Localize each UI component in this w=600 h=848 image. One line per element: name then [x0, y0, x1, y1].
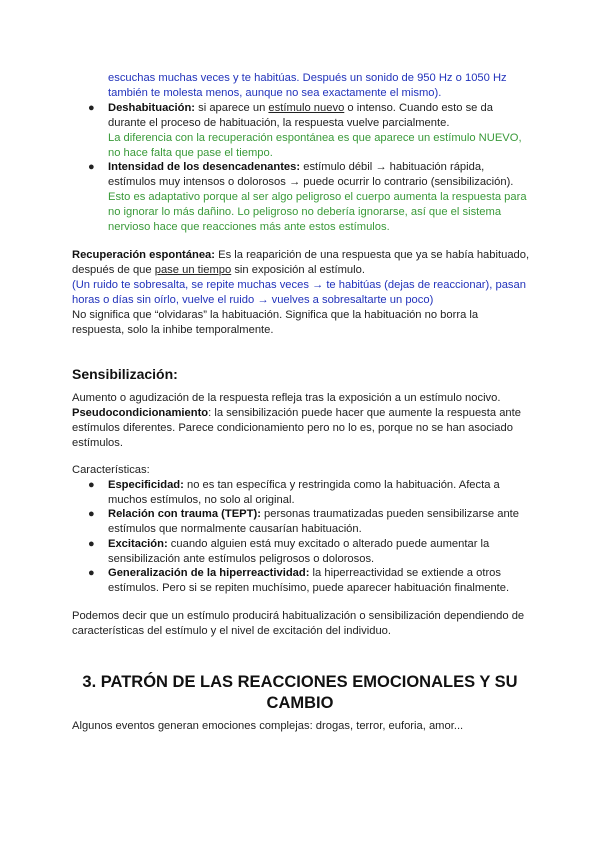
deshab-note-1: La diferencia con la recuperación espontánea es que aparece un estímulo NUEVO,: [108, 132, 522, 144]
section-3-title-line-2: CAMBIO: [266, 694, 334, 712]
bullet-icon: ●: [88, 479, 95, 491]
bullet-icon: ●: [88, 508, 95, 520]
item-generalizacion-line-1: [108, 566, 501, 581]
item-excitacion-line-2: sensibilización ante estímulos peligrosos o dolorosos.: [108, 553, 375, 565]
recuperacion-term: Recuperación espontánea:: [72, 249, 215, 261]
recuperacion-example-1: (Un ruido te sobresalta, se repite muchas veces → te habitúas (dejas de reaccionar), pasan: [72, 279, 526, 291]
section-3-title-line-1: 3. PATRÓN DE LAS REACCIONES EMOCIONALES Y SU: [82, 673, 518, 691]
pseudo-line-3: estímulos.: [72, 437, 123, 449]
hab-example-line-1: escuchas muchas veces y te habitúas. Después un sonido de 950 Hz o 1050 Hz: [108, 72, 507, 84]
item-term: Especificidad:: [108, 479, 184, 491]
hab-example-line-2: también te molesta menos, aunque no sea exactamente el mismo).: [108, 87, 442, 99]
intensidad-note-1: Esto es adaptativo porque al ser algo peligroso el cuerpo aumenta la respuesta para: [108, 191, 527, 203]
intensidad-line-2: estímulos muy intensos o dolorosos → puede ocurrir lo contrario (sensibilización).: [108, 176, 514, 188]
deshab-text-b: o intenso. Cuando esto se da: [344, 102, 493, 114]
item-text: la hiperreactividad se extiende a otros: [309, 567, 501, 579]
recuperacion-example-2: horas o días sin oírlo, vuelve el ruido → vuelves a sobresaltarte un poco): [72, 294, 434, 306]
sens-definition: Aumento o agudización de la respuesta refleja tras la exposición a un estímulo nocivo.: [72, 392, 501, 404]
deshab-underlined: estímulo nuevo: [268, 102, 345, 114]
bullet-icon: ●: [88, 161, 95, 173]
intensidad-term: Intensidad de los desencadenantes:: [108, 161, 301, 173]
item-trauma-line-1: [108, 507, 519, 522]
item-term: Excitación:: [108, 538, 168, 550]
item-especificidad-line-2: muchos estímulos, no solo al original.: [108, 494, 295, 506]
recuperacion-note-1: No significa que “olvidaras” la habituación. Significa que la habituación no borra la: [72, 309, 479, 321]
pseudo-line-2: estímulos diferentes. Parece condicionamiento pero no lo es, porque no se han asociado: [72, 422, 513, 434]
bullet-icon: ●: [88, 102, 95, 114]
recuperacion-line-2: [72, 263, 365, 278]
item-term: Relación con trauma (TEPT):: [108, 508, 261, 520]
intensidad-text: estímulo débil → habituación rápida,: [300, 161, 485, 173]
item-text: personas traumatizadas pueden sensibilizarse ante: [260, 508, 520, 520]
recuperacion-underlined: pase un tiempo: [154, 264, 232, 276]
pseudo-term: Pseudocondicionamiento: [72, 407, 209, 419]
item-trauma-line-2: estímulos que normalmente causarían habituación.: [108, 523, 362, 535]
recuperacion-text-b: sin exposición al estímulo.: [231, 264, 365, 276]
bullet-icon: ●: [88, 538, 95, 550]
recuperacion-text: Es la reaparición de una respuesta que ya se había habituado,: [215, 249, 530, 261]
caracteristicas-label: Características:: [72, 464, 150, 476]
pseudo-text: : la sensibilización puede hacer que aumente la respuesta ante: [208, 407, 521, 419]
item-generalizacion-line-2: estímulos. Pero si se repiten muchísimo, puede aparecer habituación finalmente.: [108, 582, 510, 594]
recuperacion-note-2: respuesta, solo la inhibe temporalmente.: [72, 324, 274, 336]
deshab-term: Deshabituación:: [108, 102, 196, 114]
item-term: Generalización de la hiperreactividad:: [108, 567, 310, 579]
deshab-line-1: [108, 101, 493, 116]
recuperacion-text-a: después de que: [72, 264, 155, 276]
conclusion-line-2: características del estímulo y el nivel de excitación del individuo.: [72, 625, 392, 637]
deshab-line-2: durante el proceso de habituación, la respuesta vuelve parcialmente.: [108, 117, 450, 129]
sensibilizacion-heading: Sensibilización:: [72, 366, 178, 382]
intensidad-line-1: [108, 160, 484, 175]
item-text: cuando alguien está muy excitado o alterado puede aumentar la: [167, 538, 490, 550]
intensidad-note-2: no ignorar lo más dañino. Lo peligroso no debería ignorarse, así que el sistema: [108, 206, 502, 218]
conclusion-line-1: Podemos decir que un estímulo producirá habitualización o sensibilización dependiendo de: [72, 610, 525, 622]
deshab-text-a: si aparece un: [195, 102, 269, 114]
item-excitacion-line-1: [108, 537, 489, 552]
intensidad-note-3: nervioso hace que reacciones más ante estos estímulos.: [108, 221, 390, 233]
pseudo-line-1: [72, 406, 521, 421]
recuperacion-line-1: [72, 248, 529, 263]
item-especificidad-line-1: [108, 478, 500, 493]
bullet-icon: ●: [88, 567, 95, 579]
item-text: no es tan específica y restringida como la habituación. Afecta a: [183, 479, 500, 491]
section-3-intro: Algunos eventos generan emociones complejas: drogas, terror, euforia, amor...: [72, 720, 464, 732]
deshab-note-2: no hace falta que pase el tiempo.: [108, 147, 273, 159]
